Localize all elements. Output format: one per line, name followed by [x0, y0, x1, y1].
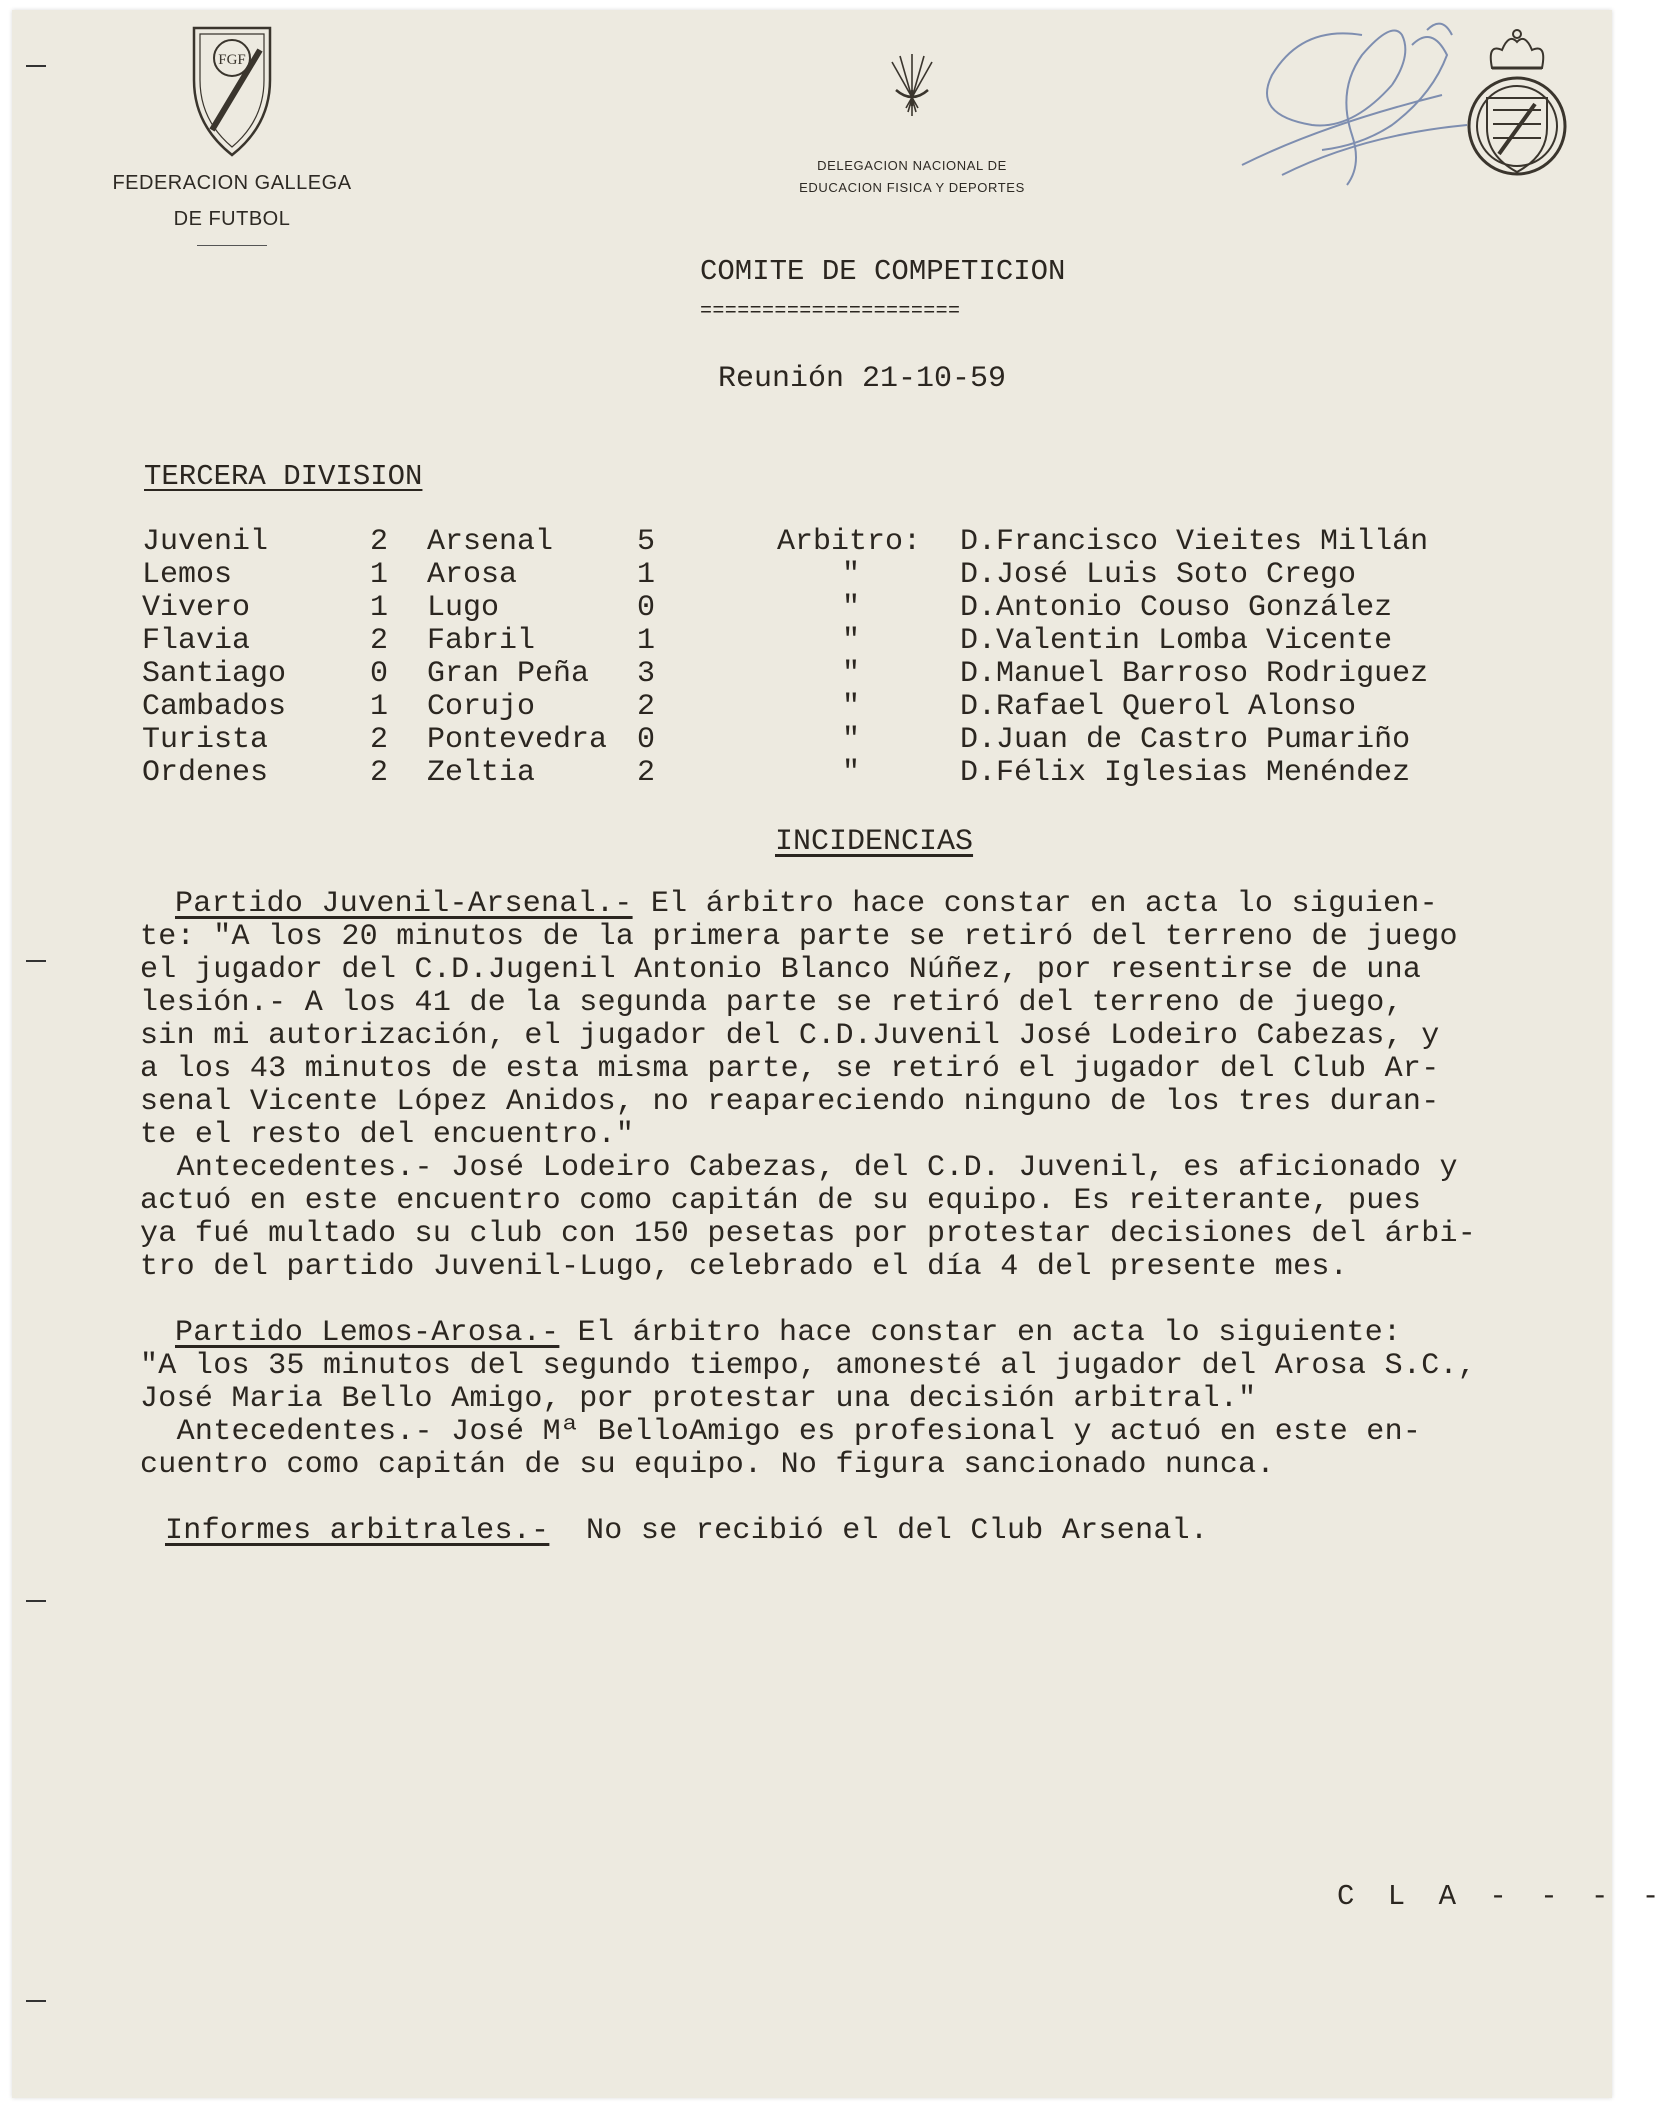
home-score: 2: [370, 756, 389, 790]
away-team: Zeltia: [427, 756, 536, 790]
incident-line: a los 43 minutos de esta misma parte, se retiró el jugador del Club Ar-: [140, 1052, 1440, 1086]
away-score: 3: [637, 657, 656, 691]
home-team: Vivero: [142, 591, 251, 625]
incident-line: José Maria Bello Amigo, por protestar una decisión arbitral.": [140, 1382, 1257, 1416]
home-team: Juvenil: [142, 525, 269, 559]
away-score: 2: [637, 756, 656, 790]
table-row: [142, 525, 1429, 559]
referee-name: D.José Luis Soto Crego: [960, 558, 1357, 592]
incident-juvenil-arsenal: [140, 888, 1476, 1284]
referee-label: ": [842, 723, 861, 757]
continuation-mark: C L A - - - -: [1337, 1880, 1667, 1913]
referee-reports-title: Informes arbitrales.-: [165, 1514, 550, 1548]
divider: [197, 245, 267, 246]
delegation-letterhead: [732, 50, 1092, 199]
incident-line: actuó en este encuentro como capitán de su equipo. Es reiterante, pues: [140, 1184, 1422, 1218]
away-team: Pontevedra: [427, 723, 608, 757]
incident-line: te el resto del encuentro.": [140, 1118, 635, 1152]
handwritten-scribble-icon: [1242, 15, 1472, 230]
referee-name: D.Félix Iglesias Menéndez: [960, 756, 1411, 790]
incident-line: cuentro como capitán de su equipo. No figura sancionado nunca.: [140, 1448, 1275, 1482]
referee-name: D.Juan de Castro Pumariño: [960, 723, 1411, 757]
federation-name-line1: FEDERACION GALLEGA: [112, 172, 352, 194]
away-team: Fabril: [427, 624, 536, 658]
table-row: [142, 558, 1357, 592]
crowned-crest-emblem-icon: [1457, 28, 1577, 193]
title-rule: =====================: [700, 300, 961, 323]
home-score: 1: [370, 558, 389, 592]
referee-label: Arbitro:: [777, 525, 922, 559]
home-score: 1: [370, 591, 389, 625]
incident-line: ya fué multado su club con 150 pesetas por protestar decisiones del árbi-: [140, 1217, 1477, 1251]
incidencias-heading: INCIDENCIAS: [775, 825, 974, 859]
incident-line: tro del partido Juvenil-Lugo, celebrado el día 4 del presente mes.: [140, 1250, 1348, 1284]
incident-line: "A los 35 minutos del segundo tiempo, amonesté al jugador del Arosa S.C.,: [140, 1349, 1477, 1383]
referee-label: ": [842, 558, 861, 592]
meeting-date: Reunión 21-10-59: [718, 362, 1007, 396]
document-page: [12, 10, 1667, 2098]
margin-mark: [26, 65, 46, 67]
away-team: Gran Peña: [427, 657, 590, 691]
home-team: Cambados: [142, 690, 287, 724]
away-team: Lugo: [427, 591, 500, 625]
incident-line: sin mi autorización, el jugador del C.D.Juvenil José Lodeiro Cabezas, y: [140, 1019, 1440, 1053]
away-score: 5: [637, 525, 656, 559]
table-row: [142, 723, 1411, 757]
incident-line: el jugador del C.D.Jugenil Antonio Blanco Núñez, por resentirse de una: [140, 953, 1422, 987]
home-score: 1: [370, 690, 389, 724]
incident-line: te: "A los 20 minutos de la primera parte se retiró del terreno de juego: [140, 920, 1458, 954]
home-team: Turista: [142, 723, 269, 757]
home-score: 2: [370, 723, 389, 757]
away-score: 0: [637, 723, 656, 757]
incident-line: senal Vicente López Anidos, no reapareciendo ninguno de los tres duran-: [140, 1085, 1440, 1119]
referee-label: ": [842, 591, 861, 625]
away-score: 0: [637, 591, 656, 625]
table-row: [142, 657, 1429, 691]
margin-mark: [26, 960, 46, 962]
incident-line: Antecedentes.- José Mª BelloAmigo es profesional y actuó en este en-: [140, 1415, 1422, 1449]
division-heading: TERCERA DIVISION: [144, 460, 423, 493]
svg-text:FGF: FGF: [218, 52, 246, 68]
away-team: Corujo: [427, 690, 536, 724]
table-row: [142, 591, 1393, 625]
referee-name: D.Antonio Couso González: [960, 591, 1393, 625]
delegation-line1: DELEGACION NACIONAL DE: [817, 158, 1007, 173]
referee-name: D.Manuel Barroso Rodriguez: [960, 657, 1429, 691]
referee-reports-text: No se recibió el del Club Arsenal.: [549, 1514, 1209, 1548]
incident-title: Partido Juvenil-Arsenal.-: [175, 887, 633, 921]
federation-letterhead: [82, 20, 382, 246]
yoke-and-arrows-emblem-icon: [882, 50, 942, 122]
incident-line: El árbitro hace constar en acta lo siguiente:: [559, 1316, 1402, 1350]
results-table: [142, 525, 1429, 790]
home-score: 0: [370, 657, 389, 691]
table-row: [142, 756, 1411, 790]
referee-label: ": [842, 690, 861, 724]
referee-name: D.Francisco Vieites Millán: [960, 525, 1429, 559]
away-team: Arsenal: [427, 525, 554, 559]
table-row: [142, 624, 1393, 658]
table-row: [142, 690, 1357, 724]
margin-mark: [26, 1600, 46, 1602]
document-title: COMITE DE COMPETICION: [700, 255, 1066, 288]
away-score: 1: [637, 624, 656, 658]
incident-lemos-arosa: [140, 1317, 1476, 1482]
home-team: Santiago: [142, 657, 287, 691]
away-team: Arosa: [427, 558, 518, 592]
away-score: 2: [637, 690, 656, 724]
margin-mark: [26, 2000, 46, 2002]
referee-label: ": [842, 624, 861, 658]
away-score: 1: [637, 558, 656, 592]
incident-line: lesión.- A los 41 de la segunda parte se retiró del terreno de juego,: [140, 986, 1403, 1020]
referee-label: ": [842, 657, 861, 691]
federation-name-line2: DE FUTBOL: [173, 208, 291, 230]
referee-name: D.Rafael Querol Alonso: [960, 690, 1357, 724]
fgf-shield-emblem-icon: [182, 20, 282, 160]
incident-line: Antecedentes.- José Lodeiro Cabezas, del C.D. Juvenil, es aficionado y: [140, 1151, 1458, 1185]
referee-label: ": [842, 756, 861, 790]
home-score: 2: [370, 624, 389, 658]
home-team: Flavia: [142, 624, 251, 658]
home-team: Lemos: [142, 558, 233, 592]
home-score: 2: [370, 525, 389, 559]
delegation-line2: EDUCACION FISICA Y DEPORTES: [799, 180, 1025, 195]
incident-line: El árbitro hace constar en acta lo siguien-: [632, 887, 1438, 921]
home-team: Ordenes: [142, 756, 269, 790]
referee-name: D.Valentin Lomba Vicente: [960, 624, 1393, 658]
referee-reports: [140, 1515, 1208, 1548]
incident-title: Partido Lemos-Arosa.-: [175, 1316, 560, 1350]
